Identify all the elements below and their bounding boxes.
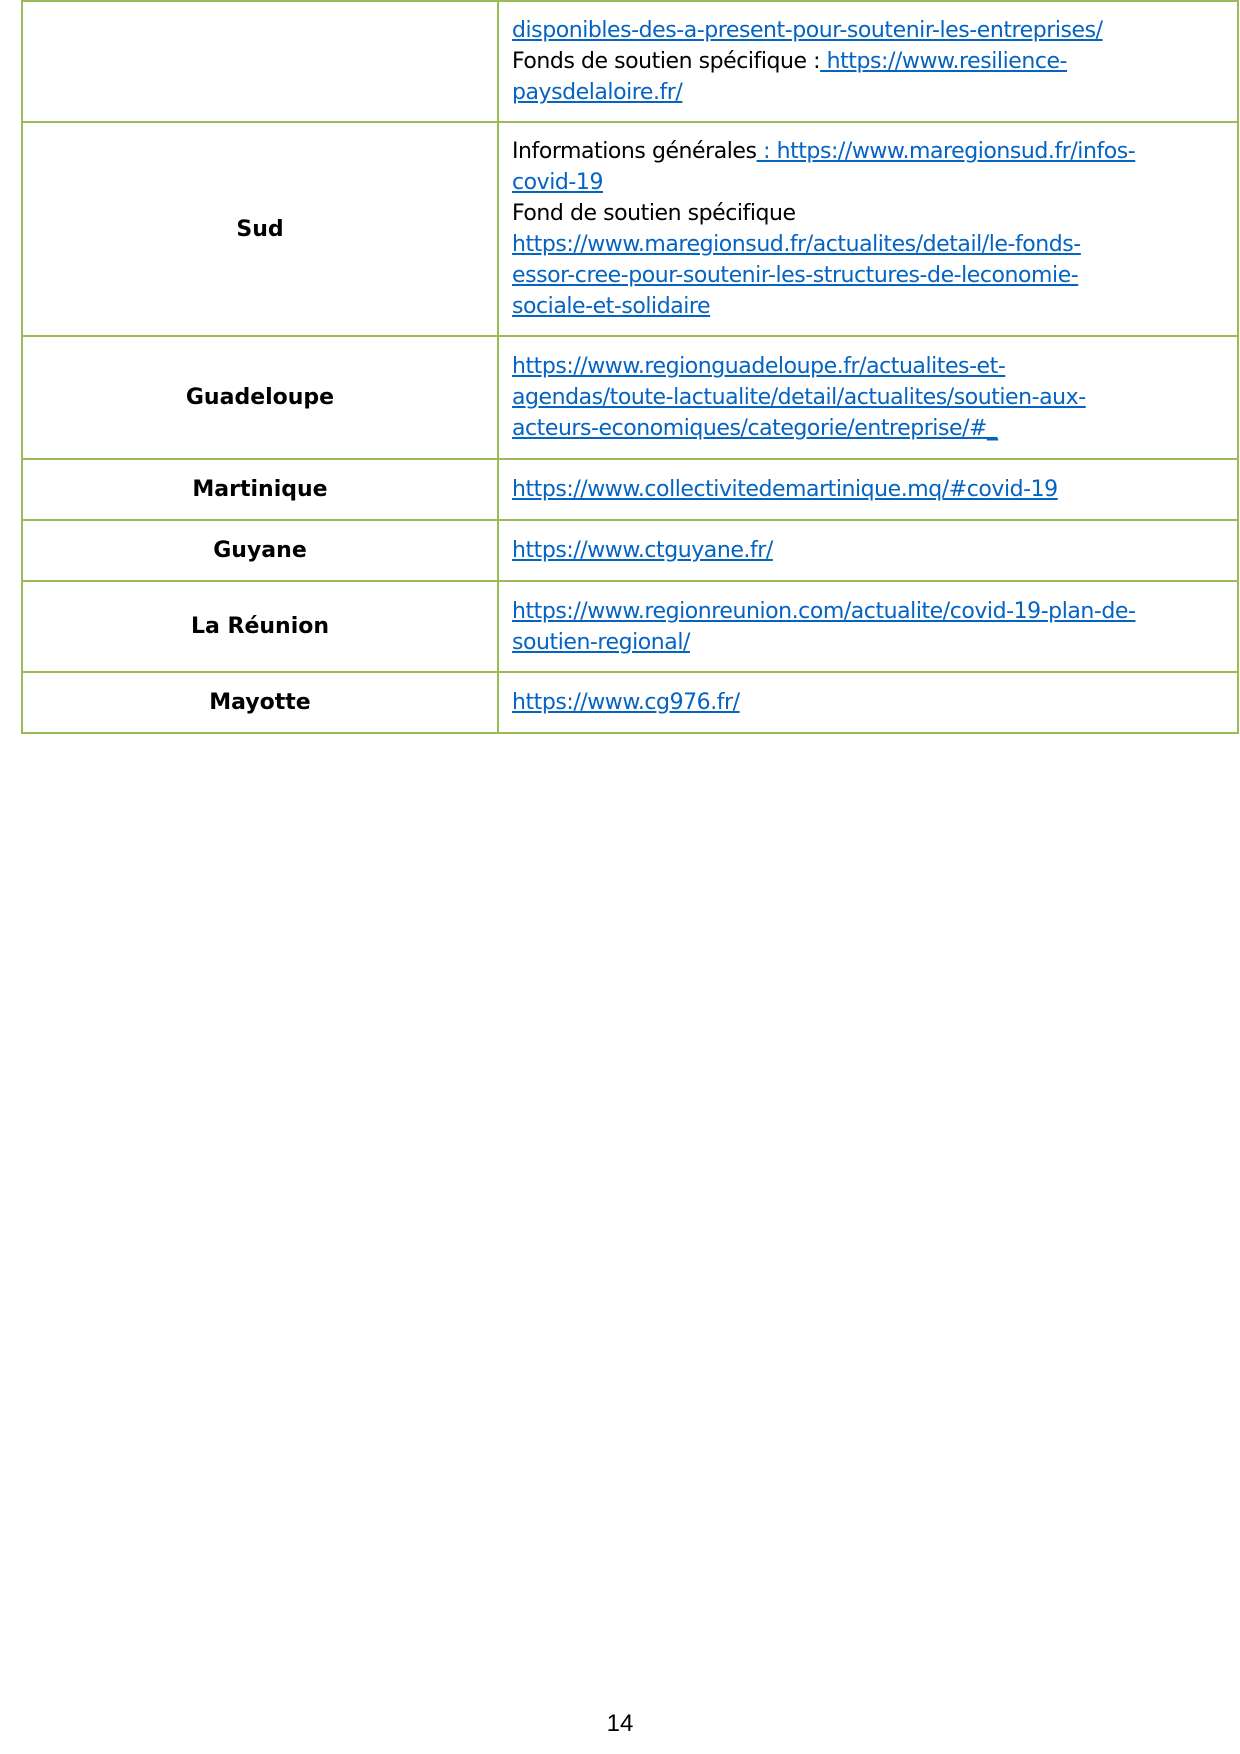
table-row [22, 581, 1238, 672]
cell-line [512, 167, 1225, 198]
cell-line [512, 596, 1225, 627]
cell-line [512, 627, 1225, 658]
cell-line [512, 229, 1225, 260]
link[interactable]: agendas/toute-lactualite/detail/actualites/soutien-aux- [512, 385, 1086, 410]
links-cell [498, 581, 1238, 672]
table-row [22, 336, 1238, 459]
page-number: 14 [606, 1710, 634, 1737]
cell-line [512, 351, 1225, 382]
region-cell [22, 1, 498, 122]
links-cell [498, 122, 1238, 336]
table-row [22, 520, 1238, 581]
link[interactable]: https://www.resilience- [820, 49, 1068, 74]
region-cell: Martinique [22, 459, 498, 520]
link[interactable]: https://www.maregionsud.fr/actualites/detail/le-fonds- [512, 232, 1081, 257]
link[interactable]: paysdelaloire.fr/ [512, 80, 683, 105]
cell-line [512, 291, 1225, 322]
cell-line [512, 15, 1225, 46]
region-cell: La Réunion [22, 581, 498, 672]
region-cell: Guyane [22, 520, 498, 581]
cell-line [512, 474, 1225, 505]
links-cell [498, 1, 1238, 122]
table-row [22, 122, 1238, 336]
link[interactable]: : https://www.maregionsud.fr/infos- [756, 139, 1136, 164]
cell-line [512, 382, 1225, 413]
link[interactable]: https://www.cg976.fr/ [512, 690, 740, 715]
table-row [22, 1, 1238, 122]
links-cell [498, 672, 1238, 733]
cell-text: Fonds de soutien spécifique : [512, 49, 821, 74]
table-row [22, 459, 1238, 520]
link[interactable]: essor-cree-pour-soutenir-les-structures-de-leconomie- [512, 263, 1079, 288]
table-row [22, 672, 1238, 733]
cell-line [512, 413, 1225, 444]
link[interactable]: https://www.collectivitedemartinique.mq/#covid-19 [512, 477, 1058, 502]
link[interactable]: covid-19 [512, 170, 603, 195]
region-cell: Mayotte [22, 672, 498, 733]
link[interactable]: sociale-et-solidaire [512, 294, 711, 319]
cell-line [512, 46, 1225, 77]
link[interactable]: https://www.ctguyane.fr/ [512, 538, 773, 563]
links-cell [498, 459, 1238, 520]
cell-line [512, 535, 1225, 566]
cell-line [512, 77, 1225, 108]
link[interactable]: soutien-regional/ [512, 629, 690, 655]
region-cell: Sud [22, 122, 498, 336]
link[interactable]: https://www.regionreunion.com/actualite/covid-19-plan-de- [512, 598, 1136, 624]
cell-line [512, 136, 1225, 167]
cell-line [512, 198, 1225, 229]
cell-text: Informations générales [512, 139, 757, 164]
link[interactable]: https://www.regionguadeloupe.fr/actualites-et- [512, 354, 1006, 379]
link[interactable]: disponibles-des-a-present-pour-soutenir-les-entreprises/ [512, 18, 1103, 43]
links-cell [498, 336, 1238, 459]
link[interactable]: acteurs-economiques/categorie/entreprise/#_ [512, 416, 998, 441]
cell-line [512, 260, 1225, 291]
regions-table [21, 0, 1239, 734]
region-cell: Guadeloupe [22, 336, 498, 459]
cell-line [512, 687, 1225, 718]
links-cell [498, 520, 1238, 581]
cell-text: Fond de soutien spécifique [512, 201, 796, 226]
